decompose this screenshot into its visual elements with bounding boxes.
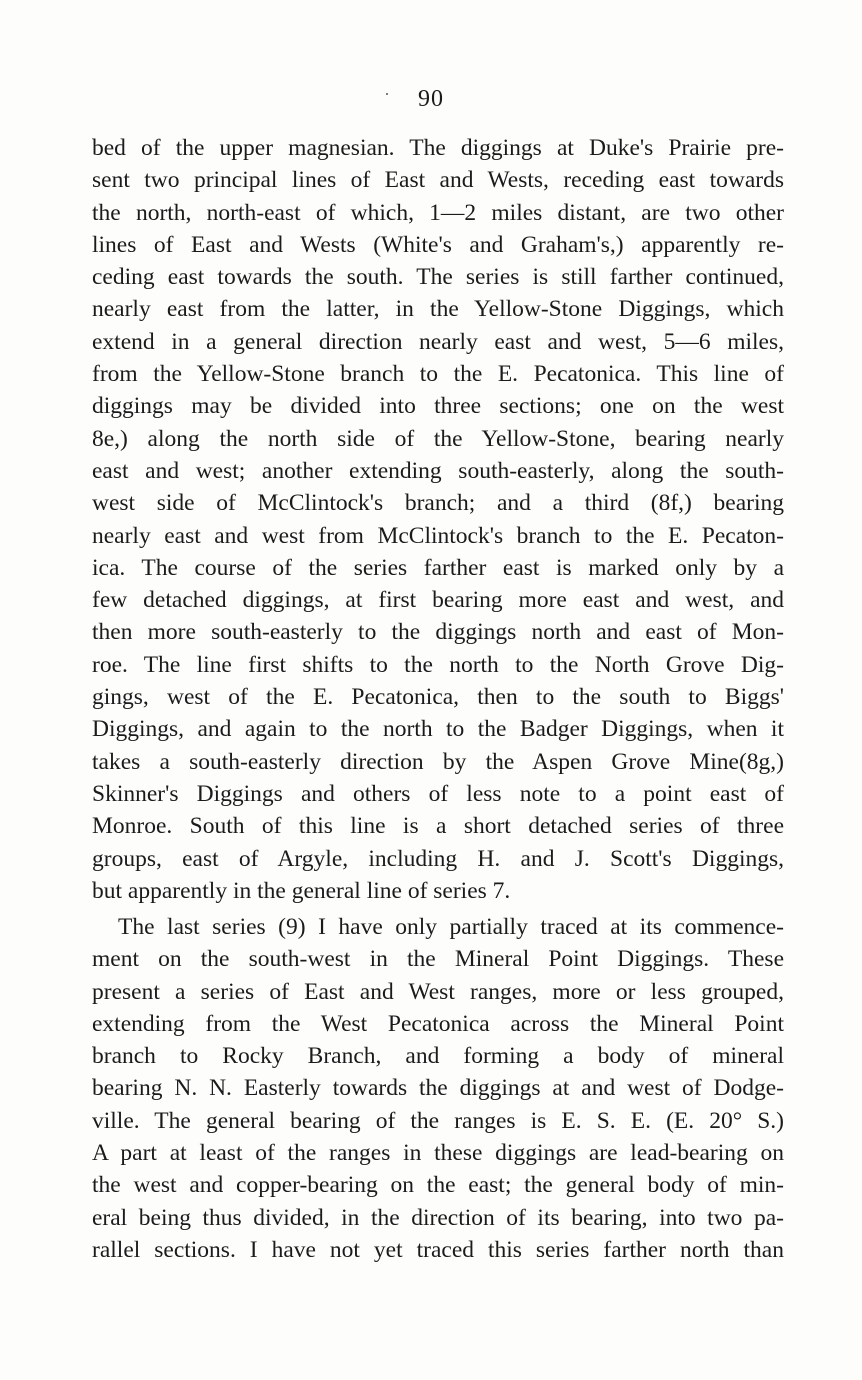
- text-line: bed of the upper magnesian. The diggings at Duke's Prairie pre-: [92, 135, 784, 161]
- text-line: few detached diggings, at first bearing more east and west, and: [92, 587, 784, 614]
- text-line: Monroe. South of this line is a short detached series of three: [92, 813, 784, 840]
- text-line: the north, north-east of which, 1—2 miles distant, are two other: [92, 199, 784, 226]
- text-line: ceding east towards the south. The series is still farther continued,: [92, 264, 784, 291]
- text-line: but apparently in the general line of series 7.: [92, 877, 511, 904]
- page-number: 90: [418, 86, 444, 112]
- text-line: eral being thus divided, in the direction of its bearing, into two pa-: [92, 1204, 784, 1231]
- text-line: roe. The line first shifts to the north to the North Grove Dig-: [92, 651, 784, 678]
- text-line: nearly east from the latter, in the Yellow-Stone Diggings, which: [92, 296, 784, 323]
- text-line: 8e,) along the north side of the Yellow-Stone, bearing nearly: [92, 425, 784, 452]
- text-line: extending from the West Pecatonica across the Mineral Point: [92, 1010, 784, 1037]
- text-line: Skinner's Diggings and others of less note to a point east of: [92, 780, 784, 807]
- text-line: nearly east and west from McClintock's branch to the E. Pecaton-: [92, 522, 784, 549]
- text-line: groups, east of Argyle, including H. and J. Scott's Diggings,: [92, 845, 784, 872]
- text-line: extend in a general direction nearly east and west, 5—6 miles,: [92, 328, 784, 355]
- text-line: diggings may be divided into three sections; one on the west: [92, 393, 784, 420]
- text-line: then more south-easterly to the diggings north and east of Mon-: [92, 619, 784, 646]
- text-line: ville. The general bearing of the ranges is E. S. E. (E. 20° S.): [92, 1107, 784, 1134]
- text-line: lines of East and Wests (White's and Graham's,) apparently re-: [92, 231, 784, 258]
- text-line: from the Yellow-Stone branch to the E. Pecatonica. This line of: [92, 361, 784, 388]
- text-line: ica. The course of the series farther east is marked only by a: [92, 554, 784, 581]
- text-line: Diggings, and again to the north to the Badger Diggings, when it: [92, 716, 784, 743]
- text-line: bearing N. N. Easterly towards the diggings at and west of Dodge-: [92, 1075, 784, 1102]
- text-line: east and west; another extending south-easterly, along the south-: [92, 457, 784, 484]
- text-line: sent two principal lines of East and Wests, receding east towards: [92, 167, 784, 194]
- text-line: The last series (9) I have only partially traced at its commence-: [118, 914, 784, 940]
- text-line: takes a south-easterly direction by the Aspen Grove Mine(8g,): [92, 748, 784, 775]
- paragraph-2: [92, 911, 784, 1266]
- text-line: the west and copper-bearing on the east; the general body of min-: [92, 1172, 784, 1199]
- text-line: present a series of East and West ranges, more or less grouped,: [92, 978, 784, 1005]
- text-line: gings, west of the E. Pecatonica, then to the south to Biggs': [92, 684, 784, 711]
- text-line: branch to Rocky Branch, and forming a body of mineral: [92, 1043, 784, 1070]
- text-line: A part at least of the ranges in these diggings are lead-bearing on: [92, 1140, 784, 1167]
- text-line: west side of McClintock's branch; and a third (8f,) bearing: [92, 490, 784, 517]
- paragraph-1: [92, 132, 784, 907]
- text-line: ment on the south-west in the Mineral Point Diggings. These: [92, 946, 784, 973]
- text-line: rallel sections. I have not yet traced this series farther north than: [92, 1236, 784, 1263]
